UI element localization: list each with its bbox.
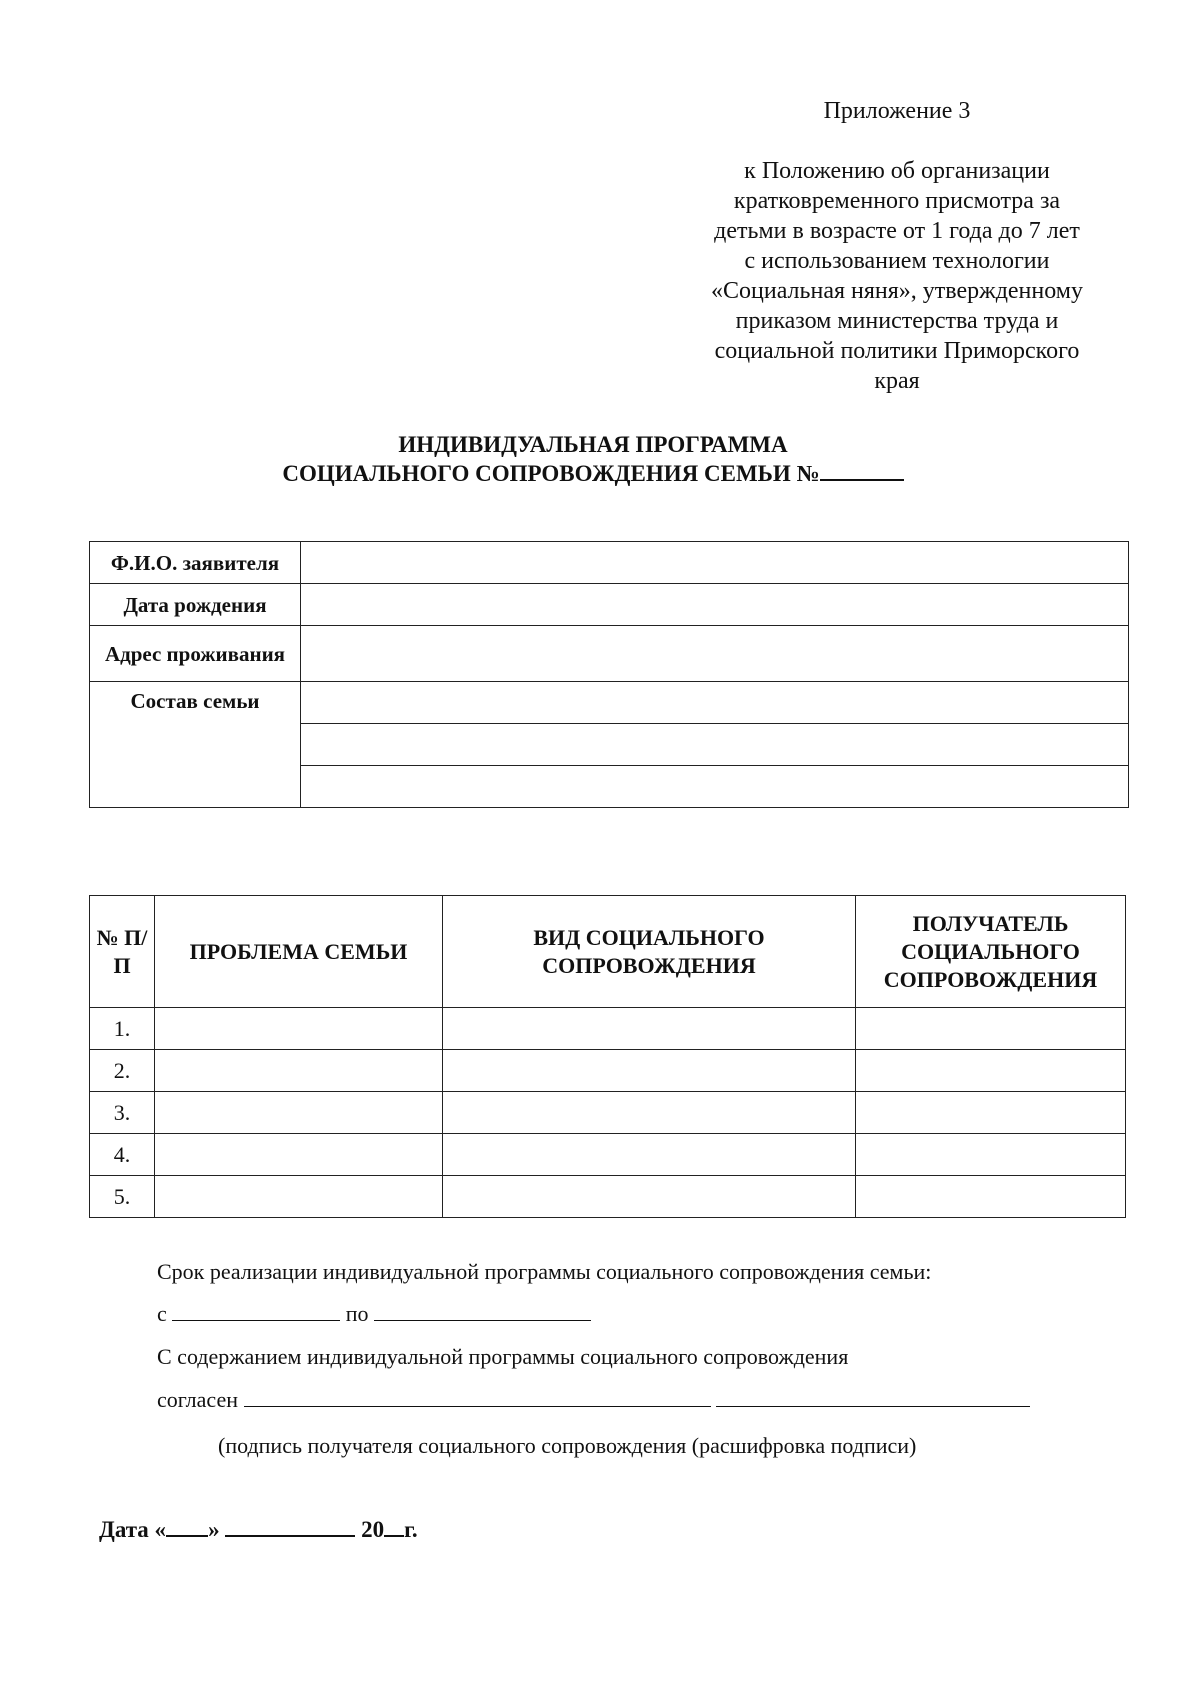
birth-date-field[interactable] xyxy=(301,584,1129,626)
signature-field[interactable] xyxy=(244,1386,711,1407)
title-line-2-text: СОЦИАЛЬНОГО СОПРОВОЖДЕНИЯ СЕМЬИ № xyxy=(282,461,820,486)
date-prefix: Дата « xyxy=(99,1517,167,1542)
appendix-line: детьми в возрасте от 1 года до 7 лет xyxy=(714,218,1080,244)
row-number: 5. xyxy=(90,1176,155,1218)
problem-cell[interactable] xyxy=(155,1008,443,1050)
type-cell[interactable] xyxy=(443,1092,856,1134)
table-row xyxy=(90,1008,1126,1050)
row-number: 1. xyxy=(90,1008,155,1050)
appendix-line: края xyxy=(874,368,920,394)
header-type: ВИД СОЦИАЛЬНОГО СОПРОВОЖДЕНИЯ xyxy=(443,896,856,1008)
table-row xyxy=(90,1176,1126,1218)
family-member-field[interactable] xyxy=(301,724,1129,766)
table-row xyxy=(90,1134,1126,1176)
header-recipient: ПОЛУЧАТЕЛЬ СОЦИАЛЬНОГО СОПРОВОЖДЕНИЯ xyxy=(856,896,1126,1008)
agree-label: согласен xyxy=(157,1387,238,1412)
row-number: 4. xyxy=(90,1134,155,1176)
title-line-2 xyxy=(0,459,1186,488)
appendix-number: Приложение 3 xyxy=(823,98,971,124)
date-line xyxy=(99,1515,418,1543)
term-period xyxy=(157,1300,591,1328)
applicant-table xyxy=(89,541,1129,808)
type-cell[interactable] xyxy=(443,1134,856,1176)
program-table xyxy=(89,895,1126,1218)
recipient-cell[interactable] xyxy=(856,1134,1126,1176)
type-cell[interactable] xyxy=(443,1008,856,1050)
appendix-line: социальной политики Приморского xyxy=(714,338,1080,364)
term-text: Срок реализации индивидуальной программы социального сопровождения семьи: xyxy=(157,1259,932,1284)
appendix-line: приказом министерства труда и xyxy=(735,308,1059,334)
year-suffix: г. xyxy=(404,1517,418,1542)
fio-label: Ф.И.О. заявителя xyxy=(90,542,301,584)
table-row xyxy=(90,1092,1126,1134)
problem-cell[interactable] xyxy=(155,1092,443,1134)
appendix-line: к Положению об организации xyxy=(744,158,1050,184)
row-number: 2. xyxy=(90,1050,155,1092)
family-member-field[interactable] xyxy=(301,682,1129,724)
document-title xyxy=(0,430,1186,488)
problem-cell[interactable] xyxy=(155,1050,443,1092)
recipient-cell[interactable] xyxy=(856,1176,1126,1218)
type-cell[interactable] xyxy=(443,1176,856,1218)
table-row xyxy=(90,626,1129,682)
title-line-1: ИНДИВИДУАЛЬНАЯ ПРОГРАММА xyxy=(398,432,788,457)
address-label: Адрес проживания xyxy=(90,626,301,682)
problem-cell[interactable] xyxy=(155,1134,443,1176)
family-label: Состав семьи xyxy=(90,682,301,808)
fio-field[interactable] xyxy=(301,542,1129,584)
recipient-cell[interactable] xyxy=(856,1092,1126,1134)
table-row xyxy=(90,1050,1126,1092)
year-field[interactable] xyxy=(384,1515,404,1537)
day-field[interactable] xyxy=(166,1515,208,1537)
table-row xyxy=(90,682,1129,724)
appendix-line: с использованием технологии xyxy=(744,248,1050,274)
appendix-line: кратковременного присмотра за xyxy=(733,188,1061,214)
family-member-field[interactable] xyxy=(301,766,1129,808)
recipient-cell[interactable] xyxy=(856,1008,1126,1050)
content-text: С содержанием индивидуальной программы социального сопровождения xyxy=(157,1344,849,1369)
type-cell[interactable] xyxy=(443,1050,856,1092)
signature-caption: (подпись получателя социального сопровождения (расшифровка подписи) xyxy=(218,1433,917,1458)
agreement-line xyxy=(157,1386,1030,1414)
to-label: по xyxy=(345,1301,369,1326)
year-prefix: 20 xyxy=(361,1517,385,1542)
signature-decoding-field[interactable] xyxy=(716,1386,1030,1407)
problem-cell[interactable] xyxy=(155,1176,443,1218)
birth-date-label: Дата рождения xyxy=(90,584,301,626)
from-label: с xyxy=(157,1301,167,1326)
appendix-header xyxy=(672,96,1122,396)
row-number: 3. xyxy=(90,1092,155,1134)
family-number-blank[interactable] xyxy=(820,459,904,481)
recipient-cell[interactable] xyxy=(856,1050,1126,1092)
header-problem: ПРОБЛЕМА СЕМЬИ xyxy=(155,896,443,1008)
end-date-field[interactable] xyxy=(374,1300,591,1321)
table-row xyxy=(90,584,1129,626)
table-row xyxy=(90,542,1129,584)
table-header-row xyxy=(90,896,1126,1008)
appendix-line: «Социальная няня», утвержденному xyxy=(711,278,1083,304)
address-field[interactable] xyxy=(301,626,1129,682)
header-num: № П/ П xyxy=(90,896,155,1008)
start-date-field[interactable] xyxy=(172,1300,340,1321)
date-close-quote: » xyxy=(208,1517,220,1542)
month-field[interactable] xyxy=(225,1515,355,1537)
